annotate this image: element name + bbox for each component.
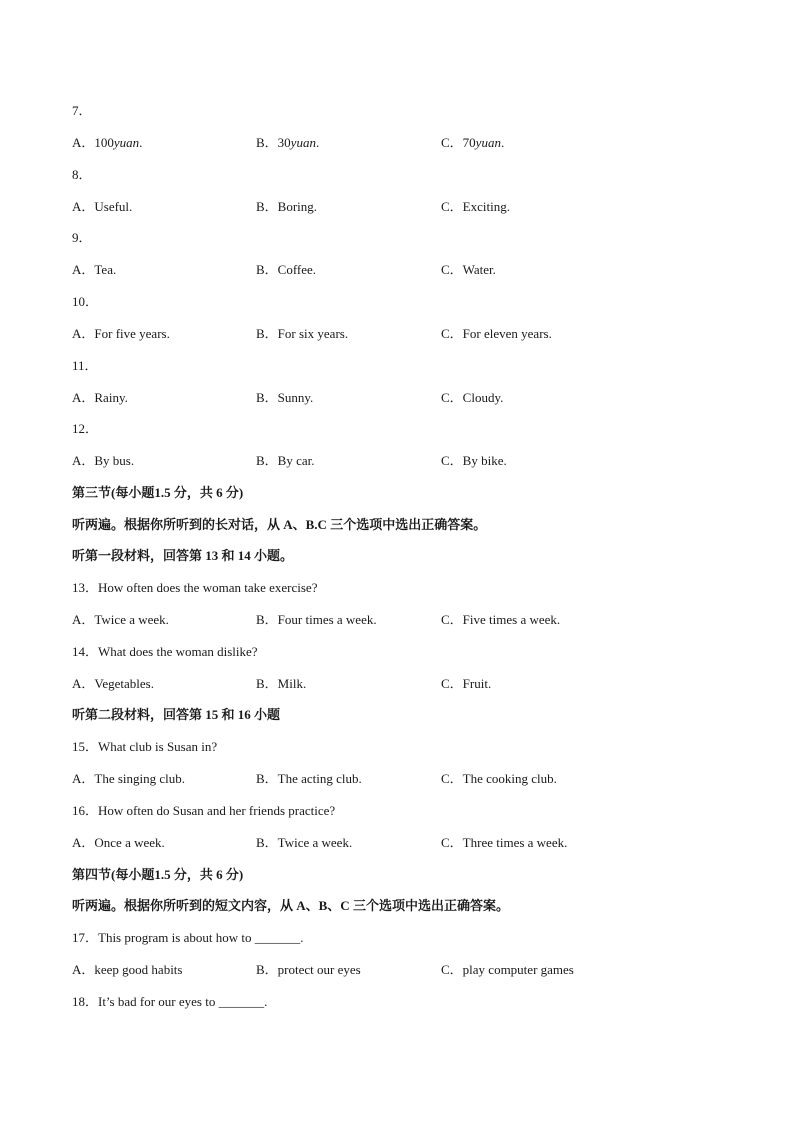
option-b: B．For six years. bbox=[256, 326, 349, 341]
option-b: B．Boring. bbox=[256, 199, 318, 214]
option-a: A．Vegetables. bbox=[72, 676, 154, 691]
option-a: A．Useful. bbox=[72, 199, 133, 214]
question-17-options bbox=[72, 960, 752, 980]
option-c: C．Fruit. bbox=[441, 676, 492, 691]
option-a: A．100yuan. bbox=[72, 135, 143, 150]
option-a: A．Twice a week. bbox=[72, 612, 169, 627]
option-a: A．Tea. bbox=[72, 262, 117, 277]
question-12-options bbox=[72, 451, 752, 471]
question-12-number bbox=[72, 419, 752, 439]
question-8-number bbox=[72, 165, 752, 185]
option-c: C．Water. bbox=[441, 262, 496, 277]
option-a: A．By bus. bbox=[72, 453, 135, 468]
option-b: B．Coffee. bbox=[256, 262, 317, 277]
question-15-options bbox=[72, 769, 752, 789]
section-4-heading: 第四节(每小题1.5 分，共 6 分) bbox=[72, 867, 244, 882]
option-c: C．Three times a week. bbox=[441, 835, 568, 850]
question-7-options bbox=[72, 133, 752, 153]
question-14-stem: 14．What does the woman dislike? bbox=[72, 644, 258, 659]
question-number: 7． bbox=[72, 103, 92, 118]
section-3-part1-intro: 听第一段材料，回答第 13 和 14 小题。 bbox=[72, 548, 294, 563]
section-3-part2-intro: 听第二段材料，回答第 15 和 16 小题 bbox=[72, 707, 281, 722]
question-14-options bbox=[72, 674, 752, 694]
question-9-number bbox=[72, 228, 752, 248]
question-9-options bbox=[72, 260, 752, 280]
section-4-instruction: 听两遍。根据你所听到的短文内容，从 A、B、C 三个选项中选出正确答案。 bbox=[72, 898, 509, 913]
section-3-heading: 第三节(每小题1.5 分，共 6 分) bbox=[72, 485, 244, 500]
question-16-options bbox=[72, 833, 752, 853]
question-17-stem: 17．This program is about how to _______. bbox=[72, 930, 304, 945]
question-7-number bbox=[72, 101, 752, 121]
question-13-options bbox=[72, 610, 752, 630]
option-a: A．For five years. bbox=[72, 326, 170, 341]
option-b: B．30yuan. bbox=[256, 135, 320, 150]
option-c: C．play computer games bbox=[441, 962, 574, 977]
option-b: B．Sunny. bbox=[256, 390, 314, 405]
question-16-stem: 16．How often do Susan and her friends practice? bbox=[72, 803, 336, 818]
option-a: A．Once a week. bbox=[72, 835, 165, 850]
section-3-instruction: 听两遍。根据你所听到的长对话，从 A、B.C 三个选项中选出正确答案。 bbox=[72, 517, 487, 532]
question-number: 12． bbox=[72, 421, 99, 436]
question-number: 11． bbox=[72, 358, 98, 373]
question-8-options bbox=[72, 197, 752, 217]
question-11-options bbox=[72, 388, 752, 408]
option-c: C．70yuan. bbox=[441, 135, 505, 150]
option-b: B．By car. bbox=[256, 453, 315, 468]
question-10-options bbox=[72, 324, 752, 344]
option-b: B．protect our eyes bbox=[256, 962, 361, 977]
option-b: B．Four times a week. bbox=[256, 612, 377, 627]
question-13-stem: 13．How often does the woman take exercise? bbox=[72, 580, 318, 595]
option-b: B．Milk. bbox=[256, 676, 307, 691]
question-18-stem: 18．It’s bad for our eyes to _______. bbox=[72, 994, 268, 1009]
question-number: 9． bbox=[72, 230, 92, 245]
option-b: B．The acting club. bbox=[256, 771, 362, 786]
question-number: 10． bbox=[72, 294, 99, 309]
option-a: A．keep good habits bbox=[72, 962, 183, 977]
option-b: B．Twice a week. bbox=[256, 835, 353, 850]
question-10-number bbox=[72, 292, 752, 312]
option-c: C．For eleven years. bbox=[441, 326, 552, 341]
option-c: C．By bike. bbox=[441, 453, 507, 468]
option-c: C．Exciting. bbox=[441, 199, 510, 214]
option-a: A．Rainy. bbox=[72, 390, 128, 405]
question-number: 8． bbox=[72, 167, 92, 182]
question-11-number bbox=[72, 356, 752, 376]
option-c: C．Five times a week. bbox=[441, 612, 561, 627]
question-15-stem: 15．What club is Susan in? bbox=[72, 739, 218, 754]
option-a: A．The singing club. bbox=[72, 771, 186, 786]
option-c: C．The cooking club. bbox=[441, 771, 557, 786]
option-c: C．Cloudy. bbox=[441, 390, 504, 405]
